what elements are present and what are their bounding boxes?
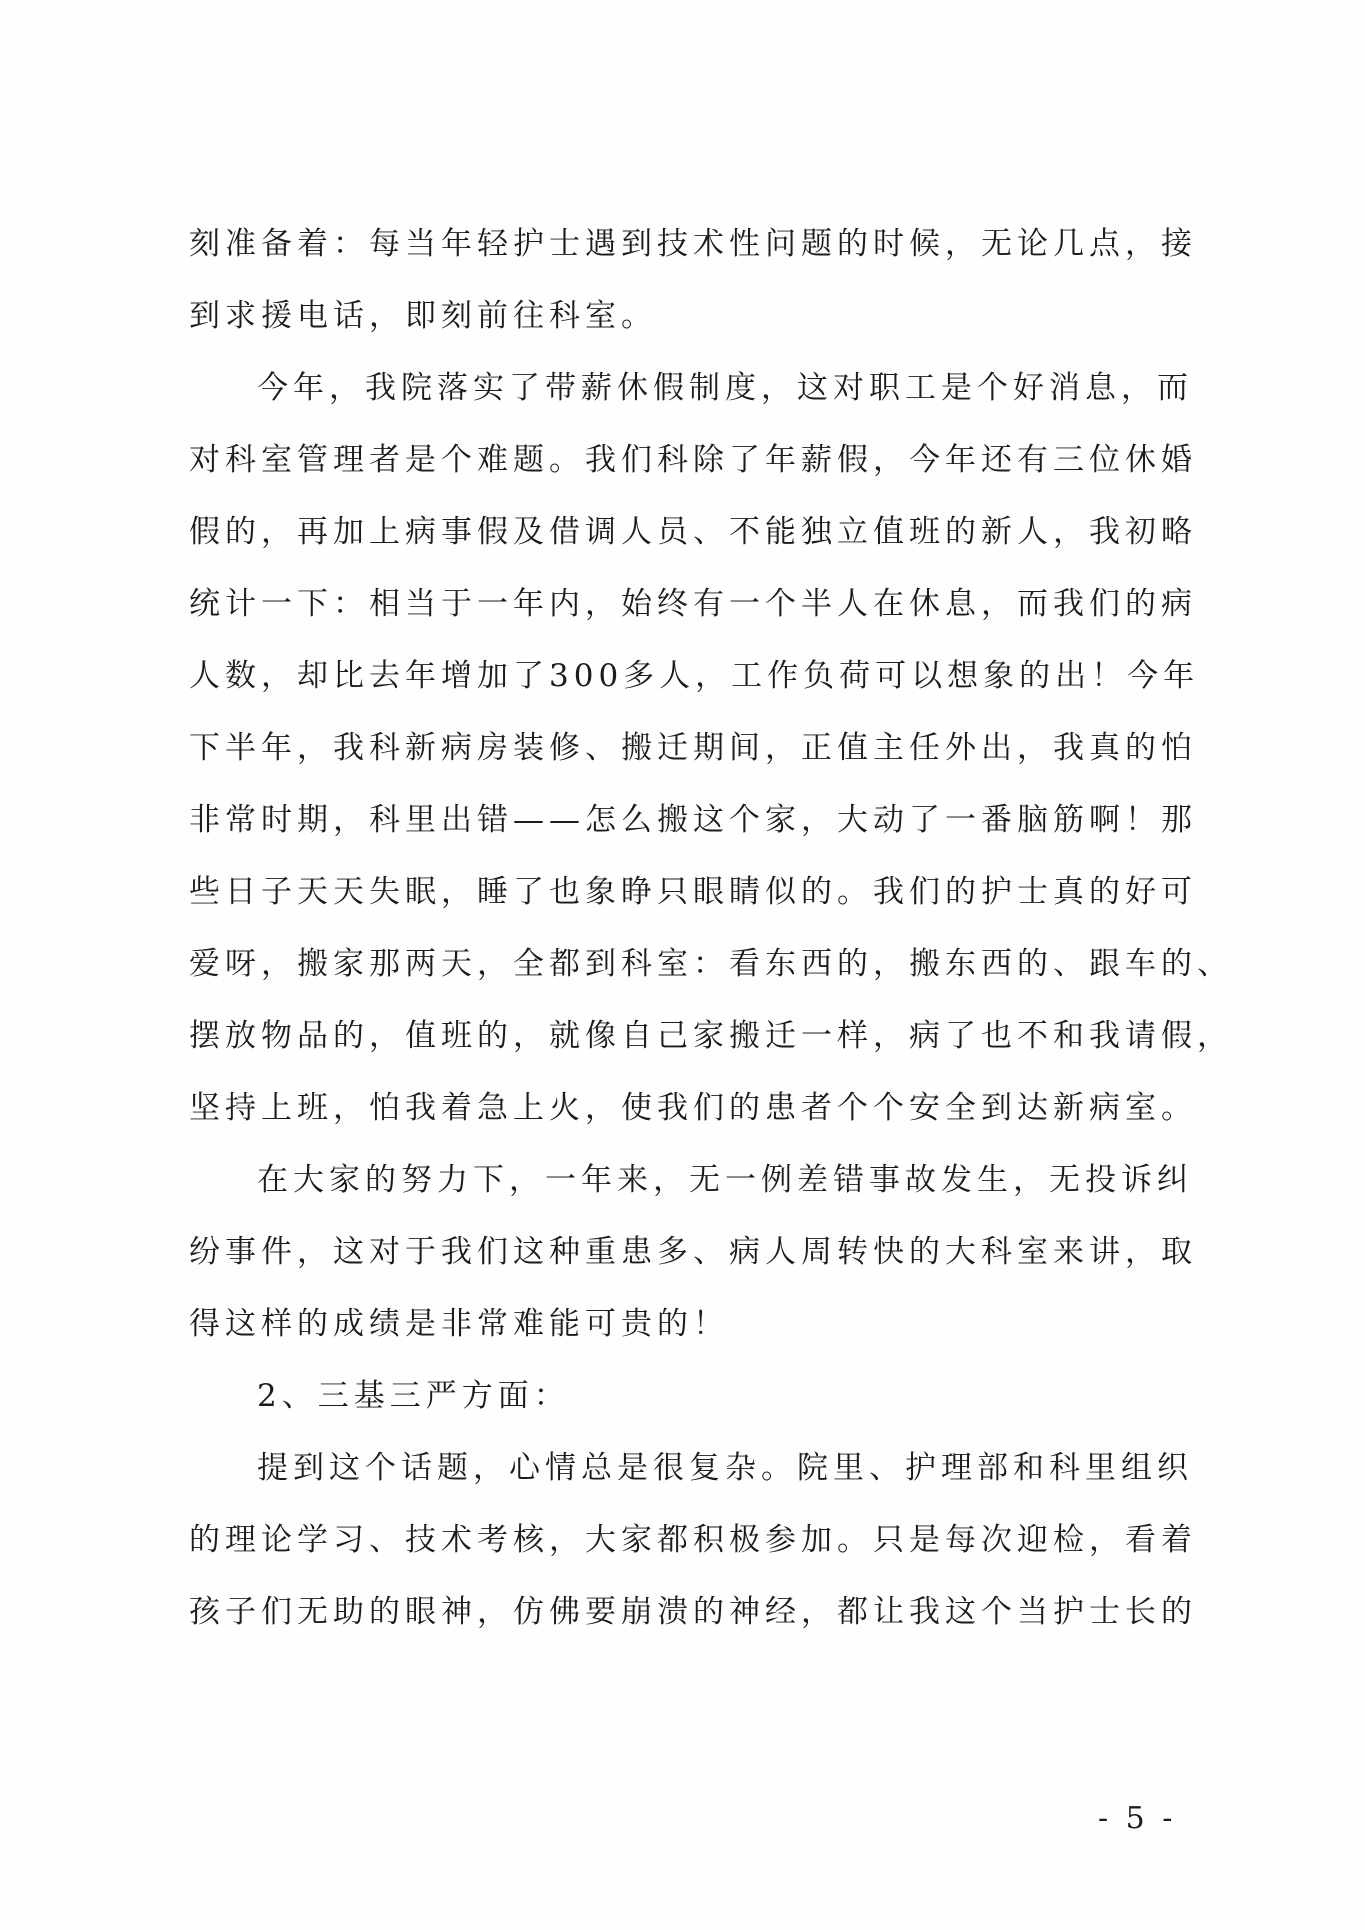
- text-line: 爱呀，搬家那两天，全都到科室：看东西的，搬东西的、跟车的、: [189, 946, 1233, 982]
- text-line: 坚持上班，怕我着急上火，使我们的患者个个安全到达新病室。: [189, 1090, 1197, 1126]
- paragraph-start-line: 在大家的努力下，一年来，无一例差错事故发生，无投诉纠: [257, 1162, 1193, 1198]
- section-heading: 2、三基三严方面：: [257, 1378, 570, 1414]
- text-line: 孩子们无助的眼神，仿佛要崩溃的神经，都让我这个当护士长的: [189, 1594, 1197, 1630]
- text-line: 假的，再加上病事假及借调人员、不能独立值班的新人，我初略: [189, 514, 1197, 550]
- text-line: 纷事件，这对于我们这种重患多、病人周转快的大科室来讲，取: [189, 1234, 1197, 1270]
- text-line: 刻准备着：每当年轻护士遇到技术性问题的时候，无论几点，接: [189, 226, 1197, 262]
- text-line: 非常时期，科里出错——怎么搬这个家，大动了一番脑筋啊！那: [189, 802, 1197, 838]
- text-line: 统计一下：相当于一年内，始终有一个半人在休息，而我们的病: [189, 586, 1197, 622]
- paragraph-start-line: 今年，我院落实了带薪休假制度，这对职工是个好消息，而: [257, 370, 1193, 406]
- text-line: 下半年，我科新病房装修、搬迁期间，正值主任外出，我真的怕: [189, 730, 1197, 766]
- text-line: 人数，却比去年增加了300多人，工作负荷可以想象的出！今年: [189, 658, 1200, 694]
- text-line: 摆放物品的，值班的，就像自己家搬迁一样，病了也不和我请假，: [189, 1018, 1233, 1054]
- text-line: 些日子天天失眠，睡了也象睁只眼睛似的。我们的护士真的好可: [189, 874, 1197, 910]
- text-line: 的理论学习、技术考核，大家都积极参加。只是每次迎检，看着: [189, 1522, 1197, 1558]
- text-line: 到求援电话，即刻前往科室。: [189, 298, 657, 334]
- paragraph-start-line: 提到这个话题，心情总是很复杂。院里、护理部和科里组织: [257, 1450, 1193, 1486]
- text-line: 对科室管理者是个难题。我们科除了年薪假，今年还有三位休婚: [189, 442, 1197, 478]
- page-number: - 5 -: [1098, 1801, 1173, 1836]
- text-line: 得这样的成绩是非常难能可贵的！: [189, 1306, 729, 1342]
